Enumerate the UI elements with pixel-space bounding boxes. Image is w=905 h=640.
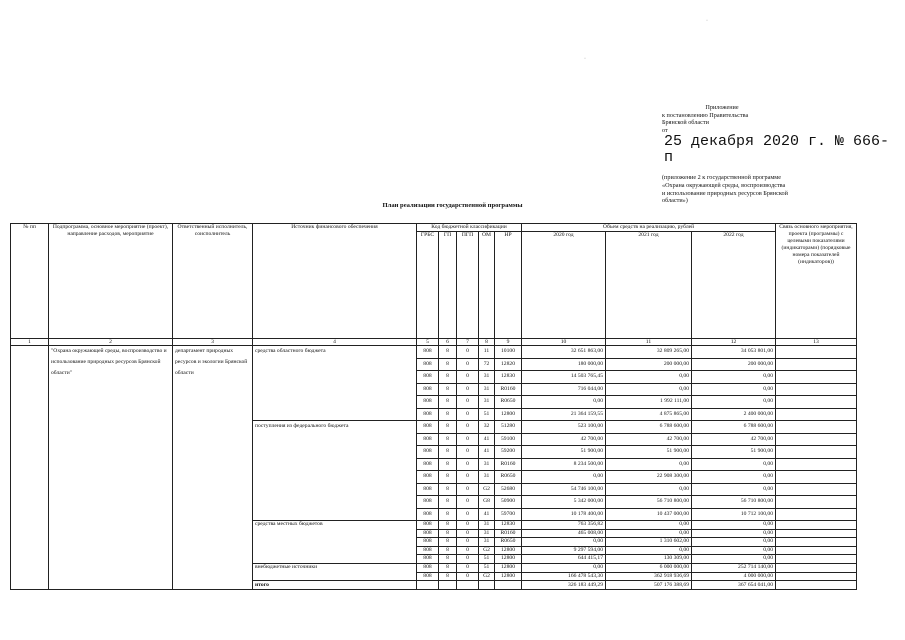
code-gp: 8	[439, 346, 457, 359]
amount-2022: 6 788 600,00	[692, 421, 776, 434]
funding-source: средства местных бюджетов	[253, 521, 417, 564]
code-np: 10100	[495, 346, 522, 359]
code-gp: 8	[439, 371, 457, 384]
indicator-link-cell	[776, 496, 857, 509]
indicator-link-cell	[776, 408, 857, 421]
code-gp: 8	[439, 563, 457, 572]
code-pgp: 0	[457, 408, 479, 421]
header-link: Связь основного мероприятия, проекта (программы) с целевыми показателями (индикаторами) (порядковые номера показателей (индикаторов))	[776, 224, 857, 339]
code-om: 51	[479, 555, 495, 564]
amount-2021: 6 788 600,00	[606, 421, 692, 434]
column-number: 7	[457, 339, 479, 346]
code-np: 51280	[495, 421, 522, 434]
code-om: 41	[479, 446, 495, 459]
indicator-link-cell	[776, 371, 857, 384]
amount-2021: 42 700,00	[606, 433, 692, 446]
annex-block	[662, 104, 892, 205]
header-2020: 2020 год	[522, 232, 606, 339]
total-link-cell	[776, 581, 857, 590]
code-pgp: 0	[457, 508, 479, 521]
code-om: 32	[479, 421, 495, 434]
header-grbs: ГРБС	[417, 232, 439, 339]
amount-2021: 0,00	[606, 383, 692, 396]
code-np: 52680	[495, 483, 522, 496]
code-pgp: 0	[457, 446, 479, 459]
total-empty-cell	[439, 581, 457, 590]
annex-title: Приложение	[705, 104, 739, 111]
column-number: 11	[606, 339, 692, 346]
indicator-link-cell	[776, 446, 857, 459]
code-om: G2	[479, 572, 495, 581]
code-np: 12830	[495, 371, 522, 384]
total-empty-cell	[495, 581, 522, 590]
code-np: R0160	[495, 458, 522, 471]
amount-2022: 0,00	[692, 383, 776, 396]
code-grbs: 808	[417, 508, 439, 521]
funding-source: поступления из федерального бюджета	[253, 421, 417, 521]
indicator-link-cell	[776, 538, 857, 547]
amount-2021: 200 000,00	[606, 358, 692, 371]
header-om: ОМ	[479, 232, 495, 339]
code-grbs: 808	[417, 346, 439, 359]
code-om: 31	[479, 458, 495, 471]
code-np: 59700	[495, 508, 522, 521]
amount-2022: 0,00	[692, 529, 776, 538]
code-grbs: 808	[417, 538, 439, 547]
annex-note4: области»)	[662, 197, 688, 205]
funding-source: средства областного бюджета	[253, 346, 417, 421]
indicator-link-cell	[776, 483, 857, 496]
code-np: 12800	[495, 546, 522, 555]
header-responsible: Ответственный исполнитель, соисполнитель	[173, 224, 253, 339]
code-pgp: 0	[457, 529, 479, 538]
amount-2020: 42 700,00	[522, 433, 606, 446]
code-gp: 8	[439, 358, 457, 371]
annex-line1: к постановлению Правительства	[662, 111, 749, 119]
indicator-link-cell	[776, 572, 857, 581]
code-grbs: 808	[417, 446, 439, 459]
code-np: R0160	[495, 529, 522, 538]
code-om: 72	[479, 358, 495, 371]
amount-2022: 34 053 801,00	[692, 346, 776, 359]
amount-2022: 0,00	[692, 483, 776, 496]
total-y2021: 507 176 388,69	[606, 581, 692, 590]
code-grbs: 808	[417, 458, 439, 471]
column-number: 8	[479, 339, 495, 346]
code-gp: 8	[439, 433, 457, 446]
code-gp: 8	[439, 383, 457, 396]
code-pgp: 0	[457, 458, 479, 471]
header-pgp: ПГП	[457, 232, 479, 339]
indicator-link-cell	[776, 555, 857, 564]
header-2021: 2021 год	[606, 232, 692, 339]
row-num-cell	[11, 346, 49, 590]
amount-2022: 0,00	[692, 471, 776, 484]
amount-2021: 362 918 936,69	[606, 572, 692, 581]
code-gp: 8	[439, 555, 457, 564]
amount-2021: 0,00	[606, 529, 692, 538]
code-gp: 8	[439, 446, 457, 459]
code-pgp: 0	[457, 546, 479, 555]
total-y2022: 367 654 041,00	[692, 581, 776, 590]
amount-2021: 1 310 602,00	[606, 538, 692, 547]
amount-2022: 42 700,00	[692, 433, 776, 446]
code-om: 31	[479, 529, 495, 538]
code-np: 12800	[495, 563, 522, 572]
header-budget-code: Код бюджетной классификации	[417, 224, 522, 232]
amount-2021: 0,00	[606, 483, 692, 496]
column-number: 6	[439, 339, 457, 346]
column-number: 12	[692, 339, 776, 346]
code-gp: 8	[439, 521, 457, 530]
total-empty-cell	[479, 581, 495, 590]
code-om: 41	[479, 508, 495, 521]
amount-2022: 0,00	[692, 458, 776, 471]
code-grbs: 808	[417, 529, 439, 538]
funding-source: внебюджетные источники	[253, 563, 417, 580]
annex-from: от	[662, 126, 668, 134]
indicator-link-cell	[776, 458, 857, 471]
code-om: 11	[479, 346, 495, 359]
annex-note1: (приложение 2 к государственной программе	[662, 174, 781, 182]
amount-2022: 0,00	[692, 538, 776, 547]
indicator-link-cell	[776, 433, 857, 446]
code-pgp: 0	[457, 383, 479, 396]
amount-2020: 51 900,00	[522, 446, 606, 459]
amount-2022: 2 400 000,00	[692, 408, 776, 421]
amount-2021: 130 309,00	[606, 555, 692, 564]
code-gp: 8	[439, 529, 457, 538]
header-source: Источник финансового обеспечения	[253, 224, 417, 339]
code-grbs: 808	[417, 546, 439, 555]
amount-2021: 56 710 800,00	[606, 496, 692, 509]
header-2022: 2022 год	[692, 232, 776, 339]
code-om: 51	[479, 408, 495, 421]
column-number: 4	[253, 339, 417, 346]
code-pgp: 0	[457, 358, 479, 371]
code-gp: 8	[439, 408, 457, 421]
code-gp: 8	[439, 396, 457, 409]
amount-2021: 51 900,00	[606, 446, 692, 459]
annex-note2: «Охрана окружающей среды, воспроизводства	[662, 181, 786, 189]
code-grbs: 808	[417, 483, 439, 496]
code-gp: 8	[439, 546, 457, 555]
annex-date-line	[662, 127, 892, 167]
amount-2021: 0,00	[606, 458, 692, 471]
header-funds: Объем средств на реализацию, рублей	[522, 224, 776, 232]
program-name: "Охрана окружающей среды, воспроизводство и использование природных ресурсов Брянской области"	[49, 346, 173, 590]
indicator-link-cell	[776, 563, 857, 572]
amount-2021: 22 908 300,00	[606, 471, 692, 484]
amount-2021: 10 437 000,00	[606, 508, 692, 521]
amount-2022: 252 714 140,00	[692, 563, 776, 572]
code-pgp: 0	[457, 555, 479, 564]
code-grbs: 808	[417, 521, 439, 530]
code-gp: 8	[439, 483, 457, 496]
code-om: 31	[479, 538, 495, 547]
code-np: 59100	[495, 433, 522, 446]
code-gp: 8	[439, 458, 457, 471]
code-gp: 8	[439, 508, 457, 521]
amount-2020: 523 100,00	[522, 421, 606, 434]
code-pgp: 0	[457, 433, 479, 446]
code-grbs: 808	[417, 358, 439, 371]
code-np: 12820	[495, 358, 522, 371]
code-np: 12830	[495, 521, 522, 530]
header-num: № пп	[11, 224, 49, 339]
amount-2022: 0,00	[692, 396, 776, 409]
code-om: 31	[479, 521, 495, 530]
amount-2021: 6 000 000,00	[606, 563, 692, 572]
code-om: G2	[479, 546, 495, 555]
code-grbs: 808	[417, 408, 439, 421]
code-np: R0650	[495, 471, 522, 484]
code-np: R0650	[495, 538, 522, 547]
code-pgp: 0	[457, 563, 479, 572]
amount-2021: 0,00	[606, 521, 692, 530]
amount-2020: 0,00	[522, 396, 606, 409]
code-pgp: 0	[457, 572, 479, 581]
code-grbs: 808	[417, 371, 439, 384]
code-gp: 8	[439, 421, 457, 434]
column-number: 13	[776, 339, 857, 346]
amount-2020: 166 478 543,30	[522, 572, 606, 581]
amount-2022: 56 710 800,00	[692, 496, 776, 509]
indicator-link-cell	[776, 346, 857, 359]
annex-line2: Брянской области	[662, 119, 709, 127]
code-om: G8	[479, 496, 495, 509]
header-subprogram: Подпрограмма, основное мероприятие (проект), направление расходов, мероприятие	[49, 224, 173, 339]
code-np: 59200	[495, 446, 522, 459]
code-grbs: 808	[417, 471, 439, 484]
amount-2021: 0,00	[606, 546, 692, 555]
code-pgp: 0	[457, 483, 479, 496]
column-number: 10	[522, 339, 606, 346]
code-np: 12800	[495, 555, 522, 564]
code-grbs: 808	[417, 396, 439, 409]
plan-table	[10, 223, 857, 590]
code-gp: 8	[439, 496, 457, 509]
column-number: 9	[495, 339, 522, 346]
total-label: итого	[253, 581, 417, 590]
code-grbs: 808	[417, 572, 439, 581]
indicator-link-cell	[776, 471, 857, 484]
annex-date: 25 декабря 2020 г. № 666-п	[664, 133, 890, 167]
code-om: 51	[479, 563, 495, 572]
code-grbs: 808	[417, 433, 439, 446]
header-np: НР	[495, 232, 522, 339]
amount-2021: 32 809 265,00	[606, 346, 692, 359]
code-pgp: 0	[457, 421, 479, 434]
amount-2020: 9 297 594,00	[522, 546, 606, 555]
code-pgp: 0	[457, 346, 479, 359]
indicator-link-cell	[776, 508, 857, 521]
code-np: R0160	[495, 383, 522, 396]
code-pgp: 0	[457, 538, 479, 547]
column-number: 2	[49, 339, 173, 346]
indicator-link-cell	[776, 529, 857, 538]
budget-row	[11, 346, 857, 359]
amount-2020: 0,00	[522, 563, 606, 572]
total-empty-cell	[457, 581, 479, 590]
column-number: 3	[173, 339, 253, 346]
code-np: R0650	[495, 396, 522, 409]
code-pgp: 0	[457, 471, 479, 484]
indicator-link-cell	[776, 358, 857, 371]
indicator-link-cell	[776, 383, 857, 396]
code-np: 12800	[495, 572, 522, 581]
scan-speck: ·	[706, 18, 708, 24]
plan-title: План реализации государственной программы	[382, 202, 523, 209]
amount-2021: 4 875 865,00	[606, 408, 692, 421]
code-np: 50900	[495, 496, 522, 509]
indicator-link-cell	[776, 396, 857, 409]
amount-2022: 0,00	[692, 371, 776, 384]
amount-2021: 1 992 111,00	[606, 396, 692, 409]
scan-speck: ·	[584, 56, 586, 62]
code-pgp: 0	[457, 496, 479, 509]
amount-2022: 51 900,00	[692, 446, 776, 459]
code-om: 31	[479, 371, 495, 384]
column-number-row	[11, 339, 857, 346]
column-number: 1	[11, 339, 49, 346]
code-gp: 8	[439, 538, 457, 547]
amount-2022: 0,00	[692, 521, 776, 530]
amount-2020: 21 364 159,55	[522, 408, 606, 421]
amount-2020: 763 356,82	[522, 521, 606, 530]
amount-2020: 14 503 765,45	[522, 371, 606, 384]
amount-2020: 10 178 400,00	[522, 508, 606, 521]
code-grbs: 808	[417, 383, 439, 396]
code-pgp: 0	[457, 521, 479, 530]
code-om: 31	[479, 396, 495, 409]
indicator-link-cell	[776, 421, 857, 434]
code-om: G2	[479, 483, 495, 496]
plan-table-body	[11, 346, 857, 590]
amount-2020: 644 415,17	[522, 555, 606, 564]
code-np: 12800	[495, 408, 522, 421]
program-responsible: департамент природных ресурсов и экологии Брянской области	[173, 346, 253, 590]
amount-2022: 10 712 100,00	[692, 508, 776, 521]
code-gp: 8	[439, 471, 457, 484]
code-grbs: 808	[417, 555, 439, 564]
annex-note3: и использование природных ресурсов Брянской	[662, 189, 788, 197]
amount-2022: 0,00	[692, 555, 776, 564]
code-grbs: 808	[417, 421, 439, 434]
amount-2022: 200 000,00	[692, 358, 776, 371]
column-number: 5	[417, 339, 439, 346]
code-grbs: 808	[417, 496, 439, 509]
amount-2020: 8 234 500,00	[522, 458, 606, 471]
code-om: 41	[479, 433, 495, 446]
indicator-link-cell	[776, 521, 857, 530]
amount-2020: 32 651 863,00	[522, 346, 606, 359]
amount-2020: 0,00	[522, 538, 606, 547]
amount-2020: 0,00	[522, 471, 606, 484]
code-pgp: 0	[457, 371, 479, 384]
code-om: 31	[479, 471, 495, 484]
amount-2022: 4 000 000,00	[692, 572, 776, 581]
amount-2021: 0,00	[606, 371, 692, 384]
code-om: 31	[479, 383, 495, 396]
total-y2020: 326 183 449,29	[522, 581, 606, 590]
indicator-link-cell	[776, 546, 857, 555]
code-gp: 8	[439, 572, 457, 581]
amount-2022: 0,00	[692, 546, 776, 555]
amount-2020: 54 746 100,00	[522, 483, 606, 496]
total-empty-cell	[417, 581, 439, 590]
code-pgp: 0	[457, 396, 479, 409]
amount-2020: 465 008,00	[522, 529, 606, 538]
header-gp: ГП	[439, 232, 457, 339]
amount-2020: 716 044,00	[522, 383, 606, 396]
code-grbs: 808	[417, 563, 439, 572]
amount-2020: 180 000,00	[522, 358, 606, 371]
amount-2020: 5 342 000,00	[522, 496, 606, 509]
